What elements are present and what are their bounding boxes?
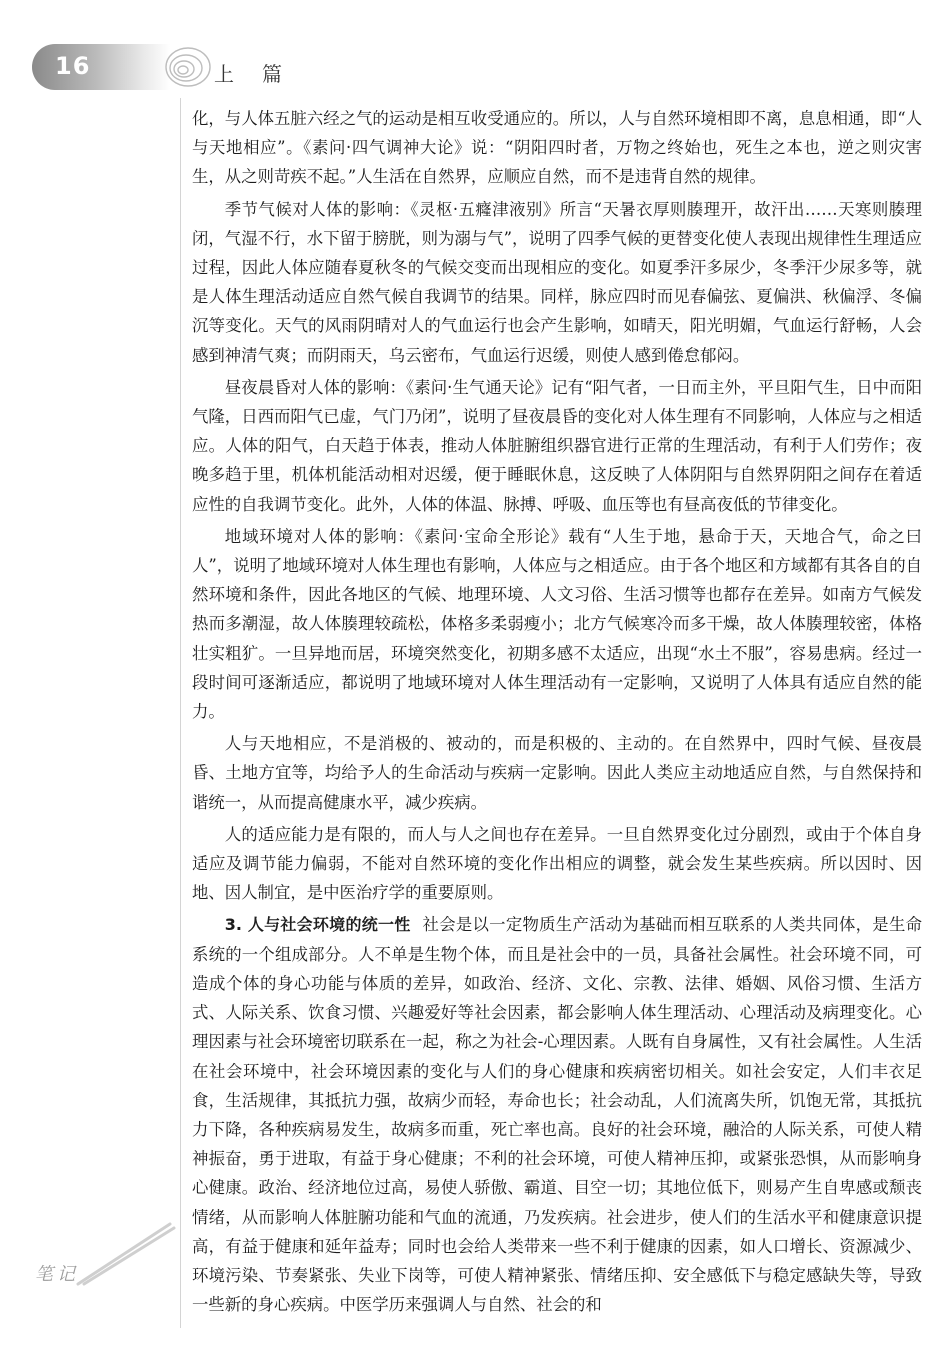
paragraph: 地域环境对人体的影响：《素问·宝命全形论》载有“人生于地，悬命于天，天地合气，命之曰人”，说明了地域环境对人体生理也有影响，人体应与之相适应。由于各个地区和方域都有其各自的自然环境和条件，因此各地区的气候、地理环境、人文习俗、生活习惯等也都存在差异。如南方气候发热而多潮湿，故人体腠理较疏松，体格多柔弱瘦小；北方气候寒冷而多干燥，故人体腠理较密，体格壮实粗犷。一旦异地而居，环境突然变化，初期多感不太适应，出现“水土不服”，容易患病。经过一段时间可逐渐适应，都说明了地域环境对人体生理活动有一定影响，又说明了人体具有适应自然的能力。 — [192, 526, 922, 722]
margin-divider — [180, 98, 181, 1328]
page-number-tab — [32, 44, 170, 90]
page-body — [192, 104, 922, 1319]
pen-icon — [70, 1218, 180, 1288]
swirl-logo-icon — [162, 40, 218, 94]
paragraph: 季节气候对人体的影响：《灵枢·五癃津液别》所言“天暑衣厚则腠理开，故汗出……天寒则腠理闭，气湿不行，水下留于膀胱，则为溺与气”，说明了四季气候的更替变化使人表现出规律性生理适应过程，因此人体应随春夏秋冬的气候交变而出现相应的变化。如夏季汗多尿少，冬季汗少尿多等，就是人体生理活动适应自然气候自我调节的结果。同样，脉应四时而见春偏弦、夏偏洪、秋偏浮、冬偏沉等变化。天气的风雨阴晴对人的气血运行也会产生影响，如晴天，阳光明媚，气血运行舒畅，人会感到神清气爽；而阴雨天，乌云密布，气血运行迟缓，则使人感到倦怠郁闷。 — [192, 199, 922, 365]
section-heading: 3. 人与社会环境的统一性 — [224, 915, 411, 935]
paragraph: 昼夜晨昏对人体的影响：《素问·生气通天论》记有“阳气者，一日而主外，平旦阳气生，日中而阳气隆，日西而阳气已虚，气门乃闭”，说明了昼夜晨昏的变化对人体生理有不同影响，人体应与之相适应。人体的阳气，白天趋于体表，推动人体脏腑组织器官进行正常的生理活动，有利于人们劳作；夜晚多趋于里，机体机能活动相对迟缓，便于睡眠休息，这反映了人体阴阳与自然界阴阳之间存在着适应性的自我调节变化。此外，人体的体温、脉搏、呼吸、血压等也有昼高夜低的节律变化。 — [192, 377, 922, 514]
page-number: 16 — [55, 52, 91, 80]
section-body: 社会是以一定物质生产活动为基础而相互联系的人类共同体，是生命系统的一个组成部分。人不单是生物个体，而且是社会中的一员，具备社会属性。社会环境不同，可造成个体的身心功能与体质的差异，如政治、经济、文化、宗教、法律、婚姻、风俗习惯、生活方式、人际关系、饮食习惯、兴趣爱好等社会因素，都会影响人体生理活动、心理活动及病理变化。心理因素与社会环境密切联系在一起，称之为社会-心理因素。人既有自身属性，又有社会属性。人生活在社会环境中，社会环境因素的变化与人们的身心健康和疾病密切相关。如社会安定，人们丰衣足食，生活规律，其抵抗力强，故病少而轻，寿命也长；社会动乱，人们流离失所，饥饱无常，其抵抗力下降，各种疾病易发生，故病多而重，死亡率也高。良好的社会环境，融洽的人际关系，可使人精神振奋，勇于进取，有益于身心健康；不利的社会环境，可使人精神压抑，或紧张恐惧，从而影响身心健康。政治、经济地位过高，易使人骄傲、霸道、目空一切；其地位低下，则易产生自卑感或颓丧情绪，从而影响人体脏腑功能和气血的流通，乃发疾病。社会进步，使人们的生活水平和健康意识提高，有益于健康和延年益寿；同时也会给人类带来一些不利于健康的因素，如人口增长、资源减少、环境污染、节奏紧张、失业下岗等，可使人精神紧张、情绪压抑、安全感低下与稳定感缺失等，导致一些新的身心疾病。中医学历来强调人与自然、社会的和 — [192, 915, 922, 1315]
section-paragraph — [192, 910, 922, 1319]
section-label: 上篇 — [214, 62, 310, 86]
paragraph: 人的适应能力是有限的，而人与人之间也存在差异。一旦自然界变化过分剧烈，或由于个体自身适应及调节能力偏弱，不能对自然环境的变化作出相应的调整，就会发生某些疾病。所以因时、因地、因人制宜，是中医治疗学的重要原则。 — [192, 824, 922, 903]
notes-margin-label: 笔记 — [35, 1264, 79, 1285]
paragraph: 化，与人体五脏六经之气的运动是相互收受通应的。所以，人与自然环境相即不离，息息相通，即“人与天地相应”。《素问·四气调神大论》说：“阴阳四时者，万物之终始也，死生之本也，逆之则灾害生，从之则苛疾不起。”人生活在自然界，应顺应自然，而不是违背自然的规律。 — [192, 109, 922, 187]
paragraph: 人与天地相应，不是消极的、被动的，而是积极的、主动的。在自然界中，四时气候、昼夜晨昏、土地方宜等，均给予人的生命活动与疾病一定影响。因此人类应主动地适应自然，与自然保持和谐统一，从而提高健康水平，减少疾病。 — [192, 734, 922, 812]
